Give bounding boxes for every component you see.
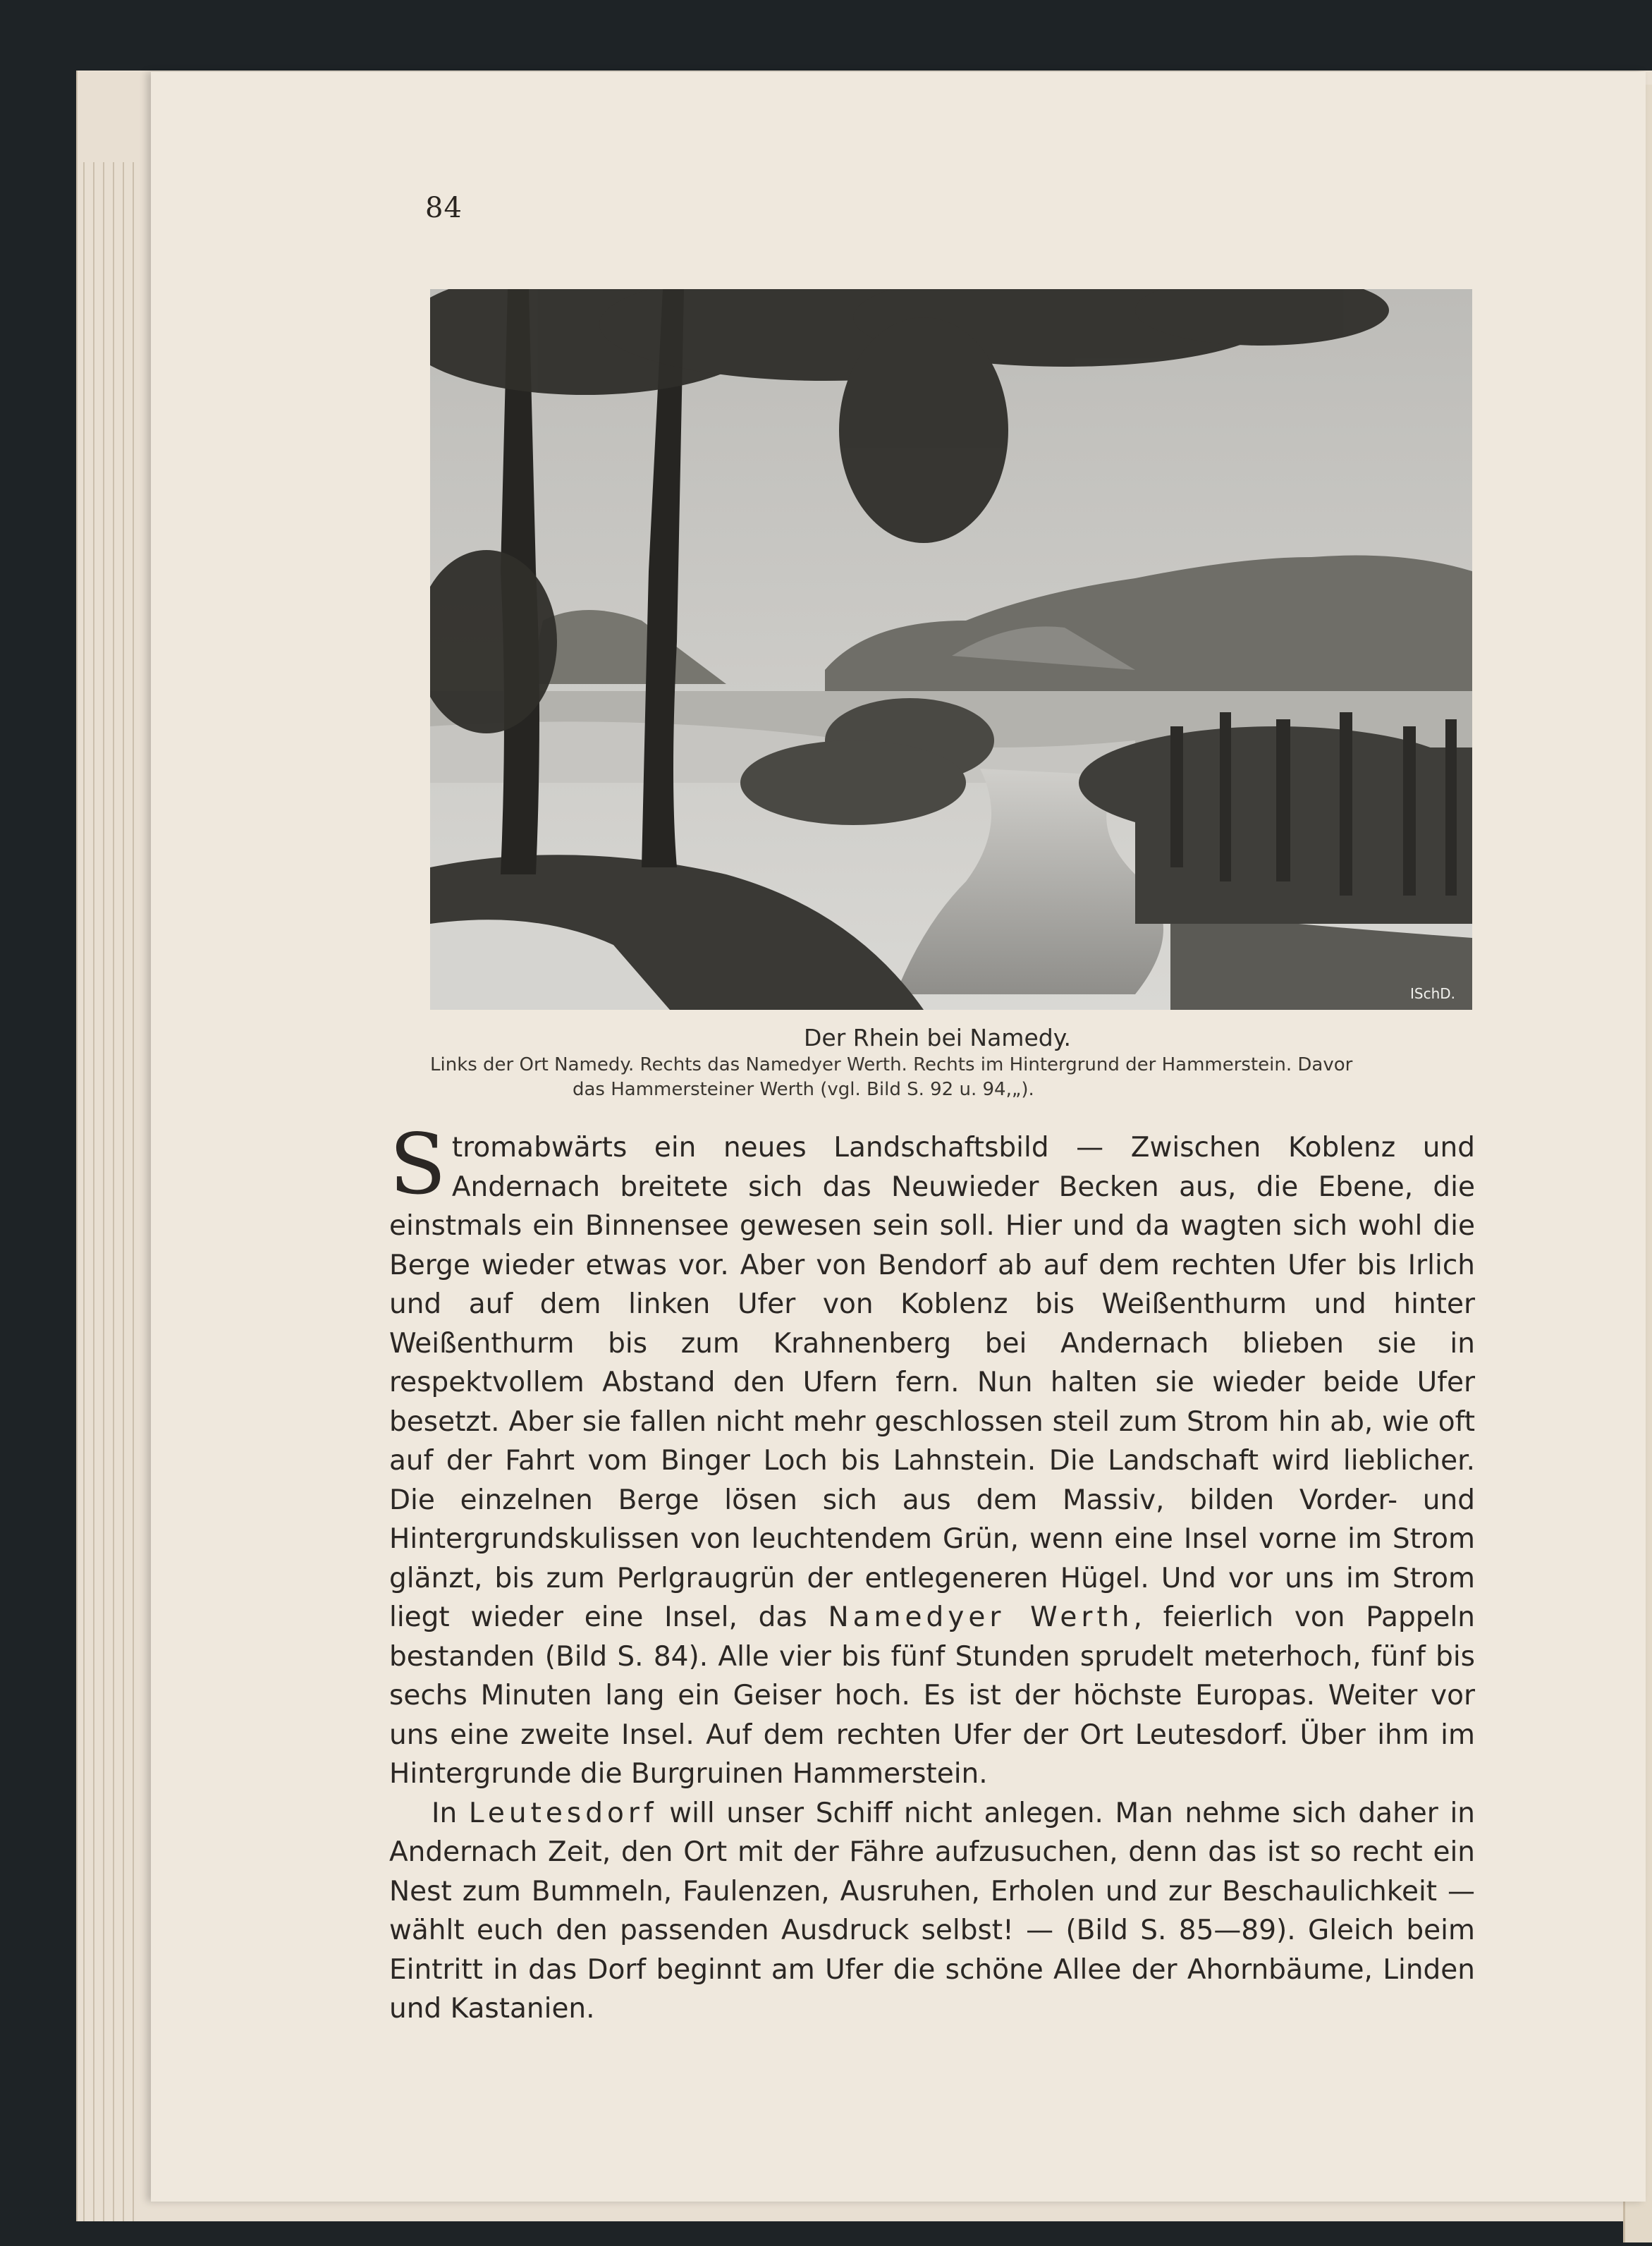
paragraph-text: , feierlich von Pappeln bestanden (Bild S. 84). Alle vier bis fünf Stunden sprudelt meterhoch, fünf bis sechs Minuten lang ein Geiser hoch. Es ist der höchste Europas. Weiter vor uns eine zweite Insel. Auf dem rechten Ufer der Ort Leutesdorf. Über ihm im Hintergrunde die Burgruinen Hammerstein. (389, 1601, 1476, 1790)
paragraph-text: tromabwärts ein neues Landschaftsbild — Zwischen Koblenz und Andernach breitete sich das Neuwieder Becken aus, die Ebene, die einstmals ein Binnensee gewesen sein soll. Hier und da wagten sich wohl die Berge wieder etwas vor. Aber von Bendorf ab auf dem rechten Ufer bis Irlich und auf dem linken Ufer von Koblenz bis Weißenthurm und hinter Weißenthurm bis zum Krahnenberg bei Andernach blieben sie in respektvollem Abstand den Ufern fern. Nun halten sie wieder beide Ufer besetzt. Aber sie fallen nicht mehr geschlossen steil zum Strom hin ab, wie oft auf der Fahrt vom Binger Loch bis Lahnstein. Die Landschaft wird lieblicher. Die einzelnen Berge lösen sich aus dem Massiv, bilden Vorder- und Hintergrundskulissen von leuchtendem Grün, wenn eine Insel vorne im Strom glänzt, bis zum Perlgraugrün der entlegeneren Hügel. Und vor uns im Strom liegt wieder eine Insel, das (389, 1132, 1475, 1633)
body-text (389, 1116, 1476, 2029)
drop-cap: S (389, 1116, 446, 1213)
paragraph (389, 1794, 1475, 2029)
photo-landscape-icon (430, 289, 1472, 1010)
emphasized-place-name: Leutesdorf (468, 1797, 658, 1829)
emphasized-place-name: Namedyer Werth (828, 1601, 1134, 1633)
page-number: 84 (425, 192, 463, 224)
photo-signature: ISchD. (1410, 985, 1456, 1002)
page-edge (133, 162, 134, 2221)
figure-caption-line: das Hammersteiner Werth (vgl. Bild S. 92 u. 94,„). (573, 1079, 1034, 1100)
figure-caption-line: Links der Ort Namedy. Rechts das Namedyer Werth. Rechts im Hintergrund der Hammerstein. Davor (430, 1054, 1353, 1075)
paragraph-text: In (432, 1797, 458, 1829)
page-edge (83, 162, 85, 2221)
paragraph (389, 1116, 1476, 1794)
page-edge (103, 162, 104, 2221)
landscape-photo (430, 289, 1472, 1010)
page-edge (123, 162, 124, 2221)
paragraph-text: will unser Schiff nicht anlegen. Man nehme sich daher in Andernach Zeit, den Ort mit der Fähre aufzusuchen, denn das ist so recht ein Nest zum Bummeln, Faulenzen, Ausruhen, Erholen und zur Beschaulichkeit — wählt euch den passenden Ausdruck selbst! — (Bild S. 85—89). Gleich beim Eintritt in das Dorf beginnt am Ufer die schöne Allee der Ahornbäume, Linden und Kastanien. (389, 1797, 1475, 2025)
figure-caption-title: Der Rhein bei Namedy. (804, 1024, 1072, 1051)
page-edge (93, 162, 94, 2221)
page-edge (113, 162, 114, 2221)
